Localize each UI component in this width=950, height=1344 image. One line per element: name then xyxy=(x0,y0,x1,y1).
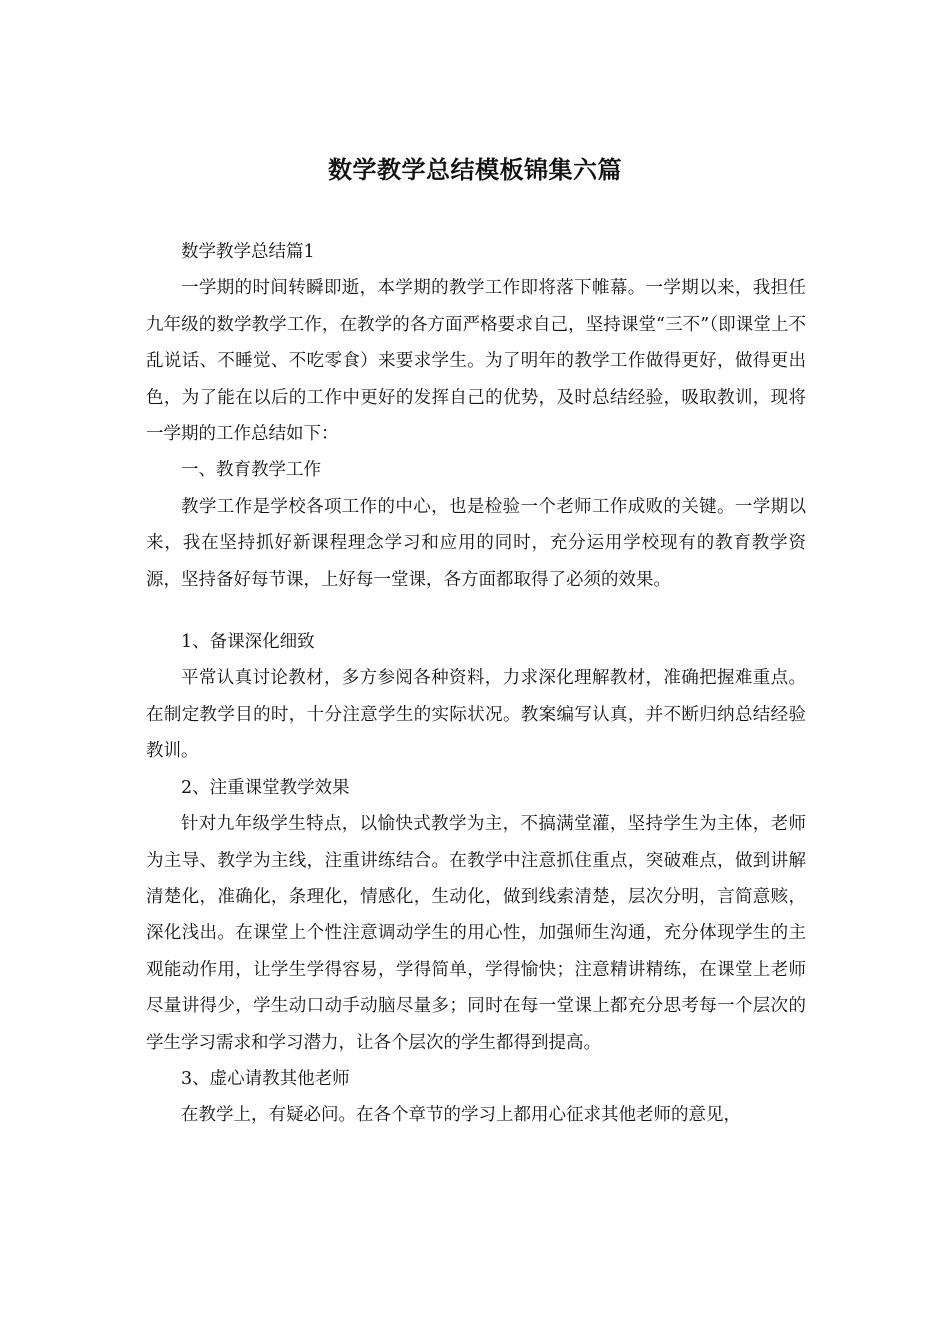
subsection-heading: 3、虚心请教其他老师 xyxy=(181,1068,350,1089)
body-paragraph: 平常认真讨论教材，多方参阅各种资料，力求深化理解教材，准确把握难重点。在制定教学目的时，十分注意学生的实际状况。教案编写认真，并不断归纳总结经验教训。 xyxy=(146,668,806,762)
body-paragraph: 在教学上，有疑必问。在各个章节的学习上都用心征求其他老师的意见， xyxy=(181,1105,741,1126)
body-paragraph: 一学期的时间转瞬即逝，本学期的教学工作即将落下帷幕。一学期以来，我担任九年级的数学教学工作，在教学的各方面严格要求自己，坚持课堂“三不”（即课堂上不乱说话、不睡觉、不吃零食）来要求学生。为了明年的教学工作做得更好，做得更出色，为了能在以后的工作中更好的发挥自己的优势，及时总结经验，吸取教训，现将一学期的工作总结如下： xyxy=(146,278,806,445)
section-heading: 一、教育教学工作 xyxy=(181,460,321,481)
document-title: 数学教学总结模板锦集六篇 xyxy=(328,156,622,184)
body-paragraph: 教学工作是学校各项工作的中心，也是检验一个老师工作成败的关键。一学期以来，我在坚持抓好新课程理念学习和应用的同时，充分运用学校现有的教育教学资源，坚持备好每节课，上好每一堂课，各方面都取得了必须的效果。 xyxy=(146,496,806,590)
document-body xyxy=(146,234,806,1134)
body-paragraph: 针对九年级学生特点，以愉快式教学为主，不搞满堂灌，坚持学生为主体，老师为主导、教学为主线，注重讲练结合。在教学中注意抓住重点，突破难点，做到讲解清楚化，准确化，条理化，情感化，生动化，做到线索清楚，层次分明，言简意赅，深化浅出。在课堂上个性注意调动学生的用心性，加强师生沟通，充分体现学生的主观能动作用，让学生学得容易，学得简单，学得愉快；注意精讲精练，在课堂上老师尽量讲得少，学生动口动手动脑尽量多；同时在每一堂课上都充分思考每一个层次的学生学习需求和学习潜力，让各个层次的学生都得到提高。 xyxy=(146,814,806,1053)
subsection-heading: 2、注重课堂教学效果 xyxy=(181,777,350,798)
section-heading: 数学教学总结篇1 xyxy=(181,242,315,262)
subsection-heading: 1、备课深化细致 xyxy=(181,632,315,653)
